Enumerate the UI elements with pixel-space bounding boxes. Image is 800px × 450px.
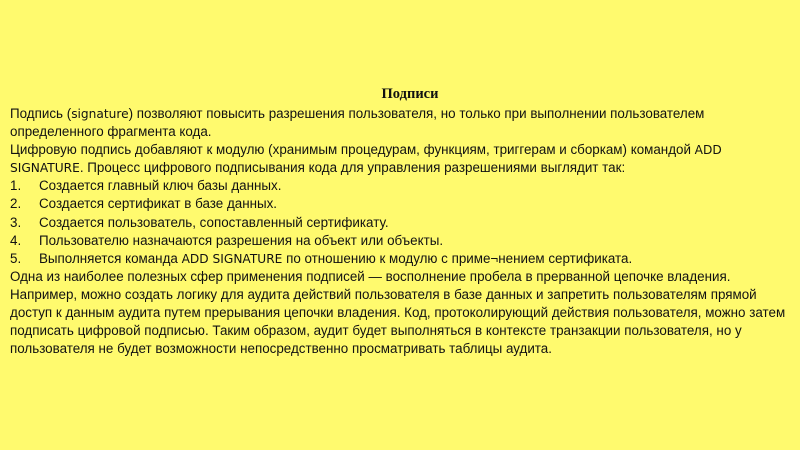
list-item (10, 250, 792, 268)
step-number: 2. (10, 196, 22, 212)
step-text: Пользователю назначаются разрешения на объект или объекты. (39, 232, 444, 248)
step-number: 1. (10, 178, 22, 194)
signature-paragraph (10, 141, 792, 177)
step-number: 5. (10, 250, 22, 266)
list-item (10, 214, 792, 232)
intro-paragraph (10, 105, 792, 141)
list-item (10, 195, 792, 213)
step-text-before: Выполняется команда (39, 250, 182, 266)
step-text: Создается главный ключ базы данных. (39, 178, 282, 194)
signature-text-after: . Процесс цифрового подписывания кода для управления разрешениями выглядит так: (79, 160, 626, 176)
add-signature-command: ADD SIGNATURE (181, 251, 283, 266)
list-item (10, 232, 792, 250)
step-number: 4. (10, 232, 22, 248)
step-text (39, 250, 792, 268)
audit-paragraph: Например, можно создать логику для аудита действий пользователя в базе данных и запретить пользователям прямой доступ к данным аудита путем прерывания цепочки владения. Код, протоколирующий действия пользователя, можно затем подписать цифровой подписью. Таким образом, аудит будет выполняться в контексте транзакции пользователя, но у пользователя не будет возможности непосредственно просматривать таблицы аудита. (10, 286, 786, 357)
list-item (10, 177, 792, 195)
ownership-paragraph: Одна из наиболее полезных сфер применения подписей — восполнение пробела в прерванной цепочке владения. (10, 268, 731, 284)
step-number: 3. (10, 214, 22, 230)
slide-content (10, 84, 792, 358)
intro-text-after: ) позволяют повысить разрешения пользователя, но только при выполнении пользователем определенного фрагмента кода. (10, 106, 705, 140)
signature-term: signature (71, 107, 129, 121)
step-text: Создается пользователь, сопоставленный сертификату. (39, 214, 389, 230)
step-text-after: по отношению к модулю с приме¬нением сертификата. (282, 250, 633, 266)
steps-list (10, 177, 792, 267)
step-text: Создается сертификат в базе данных. (39, 196, 278, 212)
add-signature-command: ADD SIGNATURE (10, 143, 722, 176)
signature-text-before: Цифровую подпись добавляют к модулю (хранимым процедурам, функциям, триггерам и сборкам) командой (10, 142, 695, 158)
intro-text-before: Подпись ( (10, 106, 72, 121)
slide-title: Подписи (381, 86, 439, 102)
